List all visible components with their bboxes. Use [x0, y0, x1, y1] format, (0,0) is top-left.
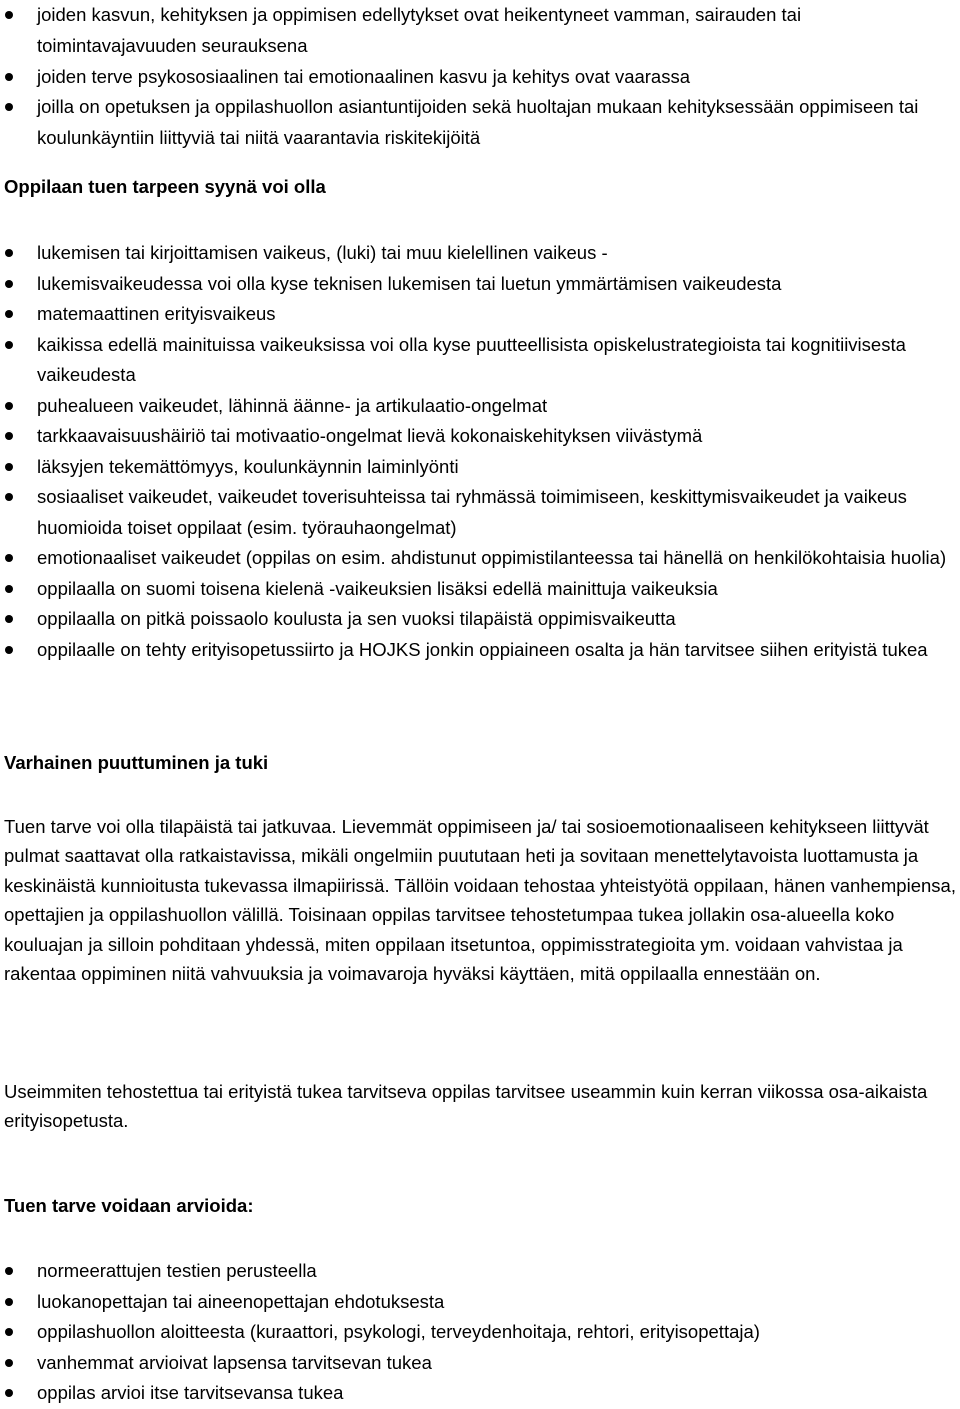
bullet-icon	[5, 341, 13, 349]
list-item-text: puhealueen vaikeudet, lähinnä äänne- ja artikulaatio-ongelmat	[37, 394, 548, 416]
list-item-text: normeerattujen testien perusteella	[37, 1260, 317, 1281]
list-item-text: lukemisen tai kirjoittamisen vaikeus, (luki) tai muu kielellinen vaikeus -	[37, 242, 608, 263]
bullet-icon	[5, 73, 13, 81]
list-item-text: oppilas arvioi itse tarvitsevansa tukea	[37, 1382, 344, 1404]
bullet-icon	[5, 554, 13, 562]
bullet-icon	[5, 585, 13, 593]
bullet-icon	[5, 1298, 13, 1306]
list-item-text: läksyjen tekemättömyys, koulunkäynnin laiminlyönti	[37, 455, 459, 477]
list-item	[0, 452, 960, 483]
list-item-text: joiden kasvun, kehityksen ja oppimisen edellytykset ovat heikentyneet vamman, sairauden tai toimintavajavuuden seurauksena	[37, 4, 802, 56]
assessment-list	[0, 1256, 960, 1409]
list-item	[0, 0, 960, 62]
bullet-icon	[5, 1359, 13, 1367]
bullet-icon	[5, 249, 13, 257]
list-item-text: oppilaalla on pitkä poissaolo koulusta ja sen vuoksi tilapäistä oppimisvaikeutta	[37, 608, 676, 629]
list-item	[0, 1378, 960, 1409]
list-item-text: matemaattinen erityisvaikeus	[37, 303, 276, 324]
bullet-icon	[5, 280, 13, 288]
list-item	[0, 604, 960, 635]
bullet-icon	[5, 1328, 13, 1336]
bullet-icon	[5, 463, 13, 471]
criteria-list	[0, 0, 960, 154]
bullet-icon	[5, 493, 13, 501]
list-item	[0, 543, 960, 574]
support-reasons-list	[0, 238, 960, 665]
list-item	[0, 299, 960, 330]
list-item-text: oppilashuollon aloitteesta (kuraattori, psykologi, terveydenhoitaja, rehtori, erityisopettaja)	[37, 1321, 760, 1343]
list-item	[0, 92, 960, 154]
list-item-text: oppilaalla on suomi toisena kielenä -vaikeuksien lisäksi edellä mainittuja vaikeuksia	[37, 577, 718, 599]
bullet-icon	[5, 1267, 13, 1275]
list-item	[0, 635, 960, 666]
list-item	[0, 62, 960, 93]
bullet-icon	[5, 103, 13, 111]
list-item	[0, 391, 960, 422]
bullet-icon	[5, 402, 13, 410]
section-heading-early-intervention: Varhainen puuttuminen ja tuki	[4, 752, 269, 773]
list-item	[0, 238, 960, 269]
list-item-text: joilla on opetuksen ja oppilashuollon asiantuntijoiden sekä huoltajan mukaan kehityksessään oppimiseen tai koulunkäyntiin liittyviä tai niitä vaarantavia riskitekijöitä	[37, 96, 919, 149]
list-item-text: lukemisvaikeudessa voi olla kyse teknisen lukemisen tai luetun ymmärtämisen vaikeudesta	[37, 272, 782, 294]
list-item	[0, 1287, 960, 1318]
bullet-icon	[5, 432, 13, 440]
list-item-text: luokanopettajan tai aineenopettajan ehdotuksesta	[37, 1290, 445, 1312]
list-item	[0, 1256, 960, 1287]
list-item	[0, 574, 960, 605]
list-item	[0, 330, 960, 391]
list-item-text: oppilaalle on tehty erityisopetussiirto ja HOJKS jonkin oppiaineen osalta ja hän tarvitsee siihen erityistä tukea	[37, 638, 928, 660]
list-item	[0, 269, 960, 300]
list-item-text: kaikissa edellä mainituissa vaikeuksissa voi olla kyse puutteellisista opiskelustrategioista tai kognitiivisesta vaikeudesta	[37, 333, 906, 385]
list-item-text: vanhemmat arvioivat lapsensa tarvitsevan tukea	[37, 1351, 432, 1373]
list-item-text: tarkkaavaisuushäiriö tai motivaatio-ongelmat lievä kokonaiskehityksen viivästymä	[37, 425, 703, 446]
section-heading-support-reasons: Oppilaan tuen tarpeen syynä voi olla	[4, 176, 326, 197]
bullet-icon	[5, 1389, 13, 1397]
list-item-text: joiden terve psykososiaalinen tai emotionaalinen kasvu ja kehitys ovat vaarassa	[37, 65, 691, 87]
bullet-icon	[5, 646, 13, 654]
section-heading-assessment: Tuen tarve voidaan arvioida:	[4, 1195, 254, 1216]
paragraph-support-need: Tuen tarve voi olla tilapäistä tai jatkuvaa. Lievemmät oppimiseen ja/ tai sosioemotionaaliseen kehitykseen liittyvät pulmat saattavat olla ratkaistavissa, mikäli ongelmiin puututaan heti ja sovitaan menettelytavoista luottamusta ja keskinäistä kunnioitusta tukevassa ilmapiirissä. Tällöin voidaan tehostaa yhteistyötä oppilaan, hänen vanhempiensa, opettajien ja oppilashuollon välillä. Toisinaan oppilas tarvitsee tehostetumpaa tukea jollakin osa-alueella koko kouluajan ja silloin pohditaan yhdessä, miten oppilaan itsetuntoa, oppimisstrategioita ym. voidaan vahvistaa ja rakentaa oppiminen niitä vahvuuksia ja voimavaroja hyväksi käyttäen, mitä oppilaalla ennestään on.	[4, 816, 956, 985]
bullet-icon	[5, 615, 13, 623]
bullet-icon	[5, 310, 13, 318]
list-item	[0, 1348, 960, 1379]
list-item	[0, 421, 960, 452]
list-item-text: emotionaaliset vaikeudet (oppilas on esim. ahdistunut oppimistilanteessa tai hänellä on henkilökohtaisia huolia)	[37, 547, 947, 568]
bullet-icon	[5, 11, 13, 19]
list-item-text: sosiaaliset vaikeudet, vaikeudet toverisuhteissa tai ryhmässä toimimiseen, keskittymisvaikeudet ja vaikeus huomioida toiset oppilaat (esim. työrauhaongelmat)	[37, 486, 907, 538]
paragraph-special-education: Useimmiten tehostettua tai erityistä tukea tarvitseva oppilas tarvitsee useammin kuin kerran viikossa osa-aikaista erityisopetusta.	[4, 1081, 928, 1132]
list-item	[0, 1317, 960, 1348]
list-item	[0, 482, 960, 543]
